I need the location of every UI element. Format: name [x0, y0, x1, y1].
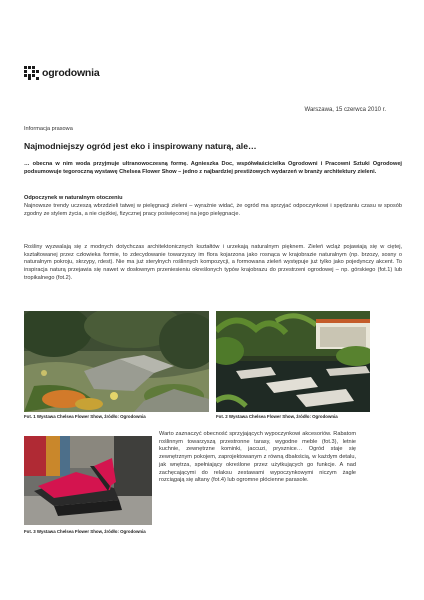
document-type: Informacja prasowa [24, 126, 73, 132]
photo-tropical-garden [216, 311, 370, 412]
paragraph-3-text: Warto zaznaczyć obecność sprzyjających wypoczynkowi akcesoriów. Rabatom roślinnym towarzyszą przestronne tarasy, wygodne meble (fot.3), letnie kuchnie, zewnętrzne kominki, jaccuzi, prysznice… Ogród staje się zewnętrznym pokojem, zaprojektowanym z równą dbałością, w każdym detalu, jak wnętrza, spełniający określone przez użytkujących go funkcje. A nad zachęcającymi do relaksu zestawami wypoczynkowymi niczym żagle rozciągają się altany (fot.4) lub ogromne płócienne parasole. [159, 431, 356, 484]
photo-caption-2: Fot. 2 Wystawa Chelsea Flower Show, źródło: Ogrodownia [216, 414, 338, 419]
photo-text-wrap-spacer [24, 431, 159, 527]
section-heading: Odpoczynek w naturalnym otoczeniu [24, 195, 123, 201]
paragraph-1: Najnowsze trendy uczeszą wbrzdzieli tatwej w pielęgnacji zieleni – wyraźnie widać, że ogród ma sprzyjać odpoczynkowi i spędzaniu czasu w sposób zgodny ze stylem życia, a nie ciężkiej, fizycznej pracy poświęconej na jego pielęgnacje. [24, 203, 402, 217]
release-date: Warszawa, 15 czerwca 2010 r. [304, 107, 386, 113]
article-title: Najmodniejszy ogród jest eko i inspirowany naturą, ale… [24, 141, 257, 151]
logo-text: ogrodownia [42, 67, 100, 79]
ogrodownia-logo [24, 66, 100, 80]
logo-grid-icon [24, 66, 39, 80]
photo-caption-1: Fot. 1 Wystawa Chelsea Flower Show, źródło: Ogrodownia [24, 414, 146, 419]
paragraph-3 [24, 431, 356, 527]
photo-caption-3: Fot. 3 Wystawa Chelsea Flower Show, źródło: Ogrodownia [24, 529, 146, 534]
paragraph-2: Rośliny wyzwalają się z modnych dotychczas architektonicznych kształtów i urzekają naturalnym pięknem. Zieleń wcląż pojawiają się w ciętej, kształtowanej przez człowieka formie, to zdecydowanie towarzyszy im flora kojarzona jako rosnąca w krajobrazie naturalnym (np. brzozy, sosny o naturalnym pokroju, skrzypy, rdest). Nie ma już sterylnych roślinnych kompozycji, a formowana zieleń występuje już tylko jako pojedynczy akcent. To inspiracja naturą przejawia się nawet w dosłownym przeniesieniu określonych typów krajobrazu do przestrzeni ogrodowej – np. górskiego (fot.1) lub tropikalnego (fot.2). [24, 244, 402, 281]
article-lead: … obecna w nim woda przyjmuje ultranowoczesną formę. Agnieszka Doc, współwłaścicielka Ogrodowni i Pracowni Sztuki Ogrodowej podsumowuje tegoroczną wystawę Chelsea Flower Show – jedno z najbardziej prestiżowych wydarzeń w branży architektury zieleni. [24, 161, 402, 175]
photo-mountain-garden [24, 311, 209, 412]
